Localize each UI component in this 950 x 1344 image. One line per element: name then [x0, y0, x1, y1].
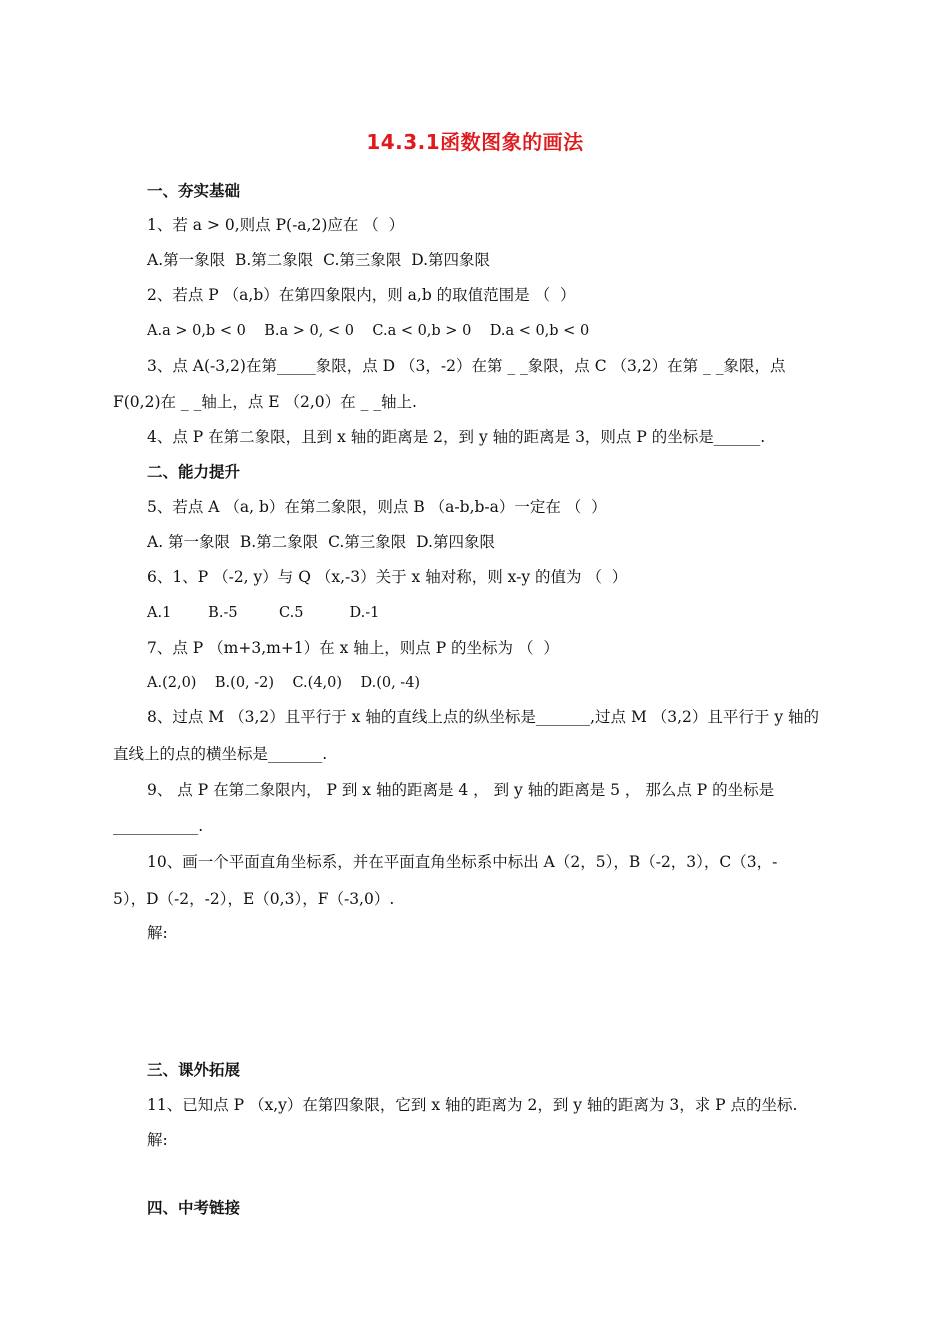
question-3: 3、点 A(-3,2)在第_____象限，点 D （3，-2）在第 _ _象限，点 C （3,2）在第 _ _象限，点: [147, 357, 786, 375]
question-8: 8、过点 M （3,2）且平行于 x 轴的直线上点的纵坐标是_______,过点 M （3,2）且平行于 y 轴的: [147, 708, 819, 726]
question-10-continued: 5），D（-2，-2），E（0,3），F（-3,0）.: [113, 890, 395, 908]
question-1: 1、若 a > 0,则点 P(-a,2)应在 （ ）: [147, 216, 405, 234]
question-7: 7、点 P （m+3,m+1）在 x 轴上，则点 P 的坐标为 （ ）: [147, 639, 559, 657]
section-heading: 四、中考链接: [147, 1199, 241, 1217]
answer-label: 解:: [147, 924, 168, 942]
question-2-options: A.a > 0,b < 0 B.a > 0, < 0 C.a < 0,b > 0 D.a < 0,b < 0: [147, 323, 590, 339]
section-heading: 一、夯实基础: [147, 182, 241, 200]
question-11: 11、已知点 P （x,y）在第四象限，它到 x 轴的距离为 2，到 y 轴的距离为 3，求 P 点的坐标.: [147, 1096, 798, 1114]
section-heading: 二、能力提升: [147, 463, 241, 481]
answer-label: 解:: [147, 1131, 168, 1149]
question-7-options: A.(2,0) B.(0, -2) C.(4,0) D.(0, -4): [147, 675, 421, 691]
section-heading: 三、课外拓展: [147, 1061, 241, 1079]
question-5: 5、若点 A （a, b）在第二象限，则点 B （a-b,b-a）一定在 （ ）: [147, 498, 607, 516]
question-2: 2、若点 P （a,b）在第四象限内，则 a,b 的取值范围是 （ ）: [147, 286, 576, 304]
question-8-continued: 直线上的点的横坐标是_______.: [113, 745, 328, 763]
question-5-options: A. 第一象限 B.第二象限 C.第三象限 D.第四象限: [147, 533, 495, 551]
question-6: 6、1、P （-2, y）与 Q （x,-3）关于 x 轴对称，则 x-y 的值为 （ ）: [147, 568, 628, 586]
question-10: 10、画一个平面直角坐标系，并在平面直角坐标系中标出 A（2，5），B（-2，3），C（3，-: [147, 853, 778, 871]
question-6-options: A.1 B.-5 C.5 D.-1: [147, 605, 380, 621]
question-1-options: A.第一象限 B.第二象限 C.第三象限 D.第四象限: [147, 251, 491, 269]
question-9-continued: ___________.: [113, 817, 204, 835]
question-3-continued: F(0,2)在 _ _轴上，点 E （2,0）在 _ _轴上.: [113, 393, 417, 411]
question-4: 4、点 P 在第二象限，且到 x 轴的距离是 2，到 y 轴的距离是 3，则点 P 的坐标是______.: [147, 428, 766, 446]
document-title: 14.3.1函数图象的画法: [366, 130, 584, 154]
question-9: 9、 点 P 在第二象限内， P 到 x 轴的距离是 4 ， 到 y 轴的距离是 5 ， 那么点 P 的坐标是: [147, 781, 775, 799]
